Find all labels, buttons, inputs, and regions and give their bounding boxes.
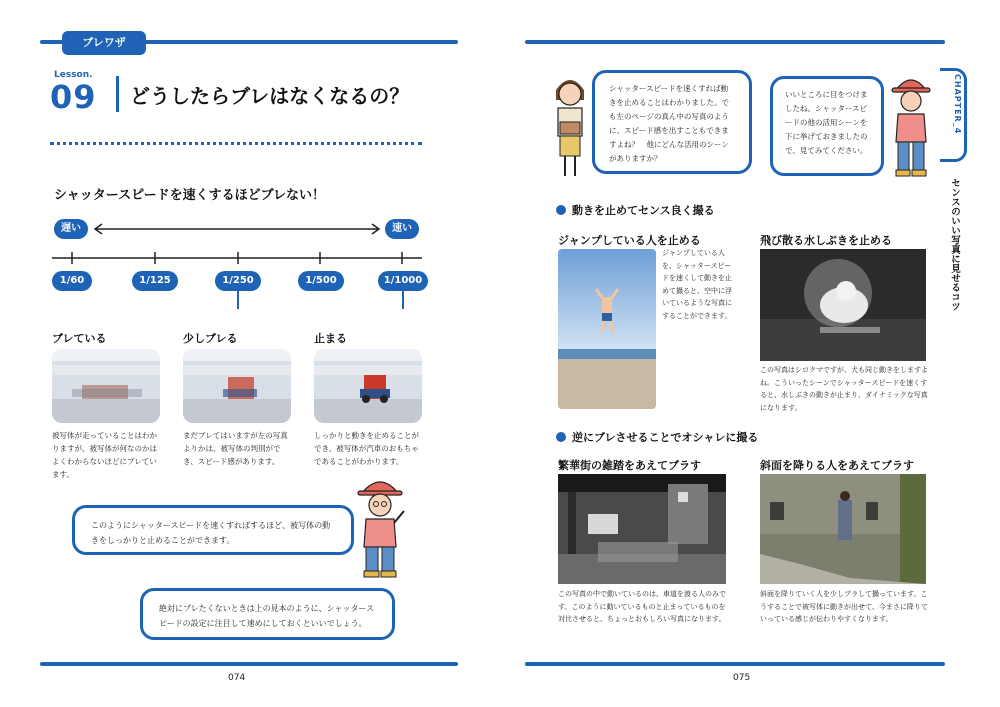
example-3-heading: 止まる (314, 332, 347, 345)
example-photo-frozen (314, 349, 422, 423)
woman-speech-bubble (592, 70, 752, 174)
fast-label: 速い (385, 219, 419, 239)
speed-1-125: 1/125 (132, 271, 178, 291)
jump-heading: ジャンプしている人を止める (558, 234, 701, 247)
splash-photo (760, 249, 926, 361)
speed-1-1000: 1/1000 (378, 271, 428, 291)
stairs-caption: 斜面を降りていく人を少しブラして撮っています。こうすることで被写体に動きが出せて、今まさに降りていっている感じが伝わりやすくなります。 (760, 590, 928, 623)
lesson-label: Lesson. (54, 70, 93, 80)
example-3-caption: しっかりと動きを止めることができ、被写体が汽車のおもちゃであることがわかります。 (314, 431, 419, 466)
stairs-heading: 斜面を降りる人をあえてブラす (760, 459, 914, 472)
example-1-caption: 被写体が走っていることはわかりますが、被写体が何なのかはよくわからないほどにブレています。 (52, 431, 157, 479)
speech-bubble-1-text: このようにシャッタースピードを速くすればするほど、被写体の動きをしっかりと止めることができます。 (91, 521, 331, 545)
speed-scale-line (50, 250, 425, 266)
jump-photo (558, 249, 656, 409)
splash-heading: 飛び散る水しぶきを止める (760, 234, 892, 247)
street-caption: この写真の中で動いているのは、車道を渡る人のみです。このように動いているものと止まっているものを対比させると、ちょっとおもしろい写真になります。 (558, 590, 726, 623)
example-2-caption: まだブレてはいますが左の写真よりかは、被写体の判別ができ、スピード感があります。 (183, 431, 288, 466)
category-tab: ブレワザ (62, 31, 146, 55)
lesson-divider (116, 76, 119, 112)
street-photo (558, 474, 726, 584)
title-dotted-rule (50, 142, 422, 145)
section-2-heading (556, 429, 758, 445)
page-number-left: 074 (228, 673, 246, 683)
jump-caption: ジャンプしている人を、シャッタースピードを速くして動きを止めて撮ると、空中に浮いているような写真にすることができます。 (662, 249, 732, 320)
bottom-wave-left (40, 662, 458, 666)
speed-1-60: 1/60 (52, 271, 92, 291)
speech-bubble-2 (140, 588, 395, 640)
speed-arrow (92, 222, 382, 236)
street-heading: 繁華街の雑踏をあえてブラす (558, 459, 701, 472)
man-illustration-left (352, 475, 408, 580)
man-speech-text: いいところに目をつけましたね。シャッタースピードの他の活用シーンを下に挙げておきましたので、見てみてください。 (785, 90, 868, 155)
speed-1-500: 1/500 (298, 271, 344, 291)
splash-caption: この写真はシロクマですが、犬も同じ動きをしますよね。こういったシーンでシャッタースピードを速くすると、水しぶきの動きが止まり、ダイナミックな写真になります。 (760, 366, 928, 412)
speech-bubble-2-text: 絶対にブレたくないときは上の見本のように、シャッタースピードの設定に注目して速めにしておくといいでしょう。 (159, 604, 375, 628)
lesson-number: 09 (50, 78, 97, 116)
page-number-right: 075 (733, 673, 751, 683)
example-1-heading: ブレている (52, 332, 107, 345)
chapter-title-vertical: センスのいい写真に見せるコツ (949, 178, 960, 311)
section-subtitle: シャッタースピードを速くするほどブレない！ (54, 188, 326, 203)
page-title: どうしたらブレはなくなるの？ (130, 84, 410, 108)
example-photo-slight-blur (183, 349, 291, 423)
example-photo-blurred (52, 349, 160, 423)
speed-1-250: 1/250 (215, 271, 261, 291)
stairs-photo (760, 474, 926, 584)
top-wave-right (525, 40, 945, 44)
woman-illustration (548, 70, 592, 182)
chapter-tab-label: CHAPTER_4 (953, 74, 962, 135)
section-1-bullet-icon (556, 205, 566, 215)
man-speech-bubble (770, 76, 884, 176)
example-2-heading: 少しブレる (183, 332, 238, 345)
section-1-heading (556, 202, 715, 218)
speech-bubble-1 (72, 505, 354, 555)
bottom-wave-right (525, 662, 945, 666)
woman-speech-text: シャッタースピードを速くすれば動きを止めることはわかりました。でも左のページの真ん中の写真のように、スピード感を出すこともできますよね？ 他にどんな活用のシーンがありますか？ (609, 84, 729, 163)
section-2-bullet-icon (556, 432, 566, 442)
slow-label: 遅い (54, 219, 88, 239)
connector-1-250 (237, 291, 239, 309)
man-illustration-right (888, 72, 934, 184)
section-2-heading-text: 逆にブレさせることでオシャレに撮る (572, 431, 759, 444)
connector-1-1000 (402, 291, 404, 309)
section-1-heading-text: 動きを止めてセンス良く撮る (572, 204, 715, 217)
